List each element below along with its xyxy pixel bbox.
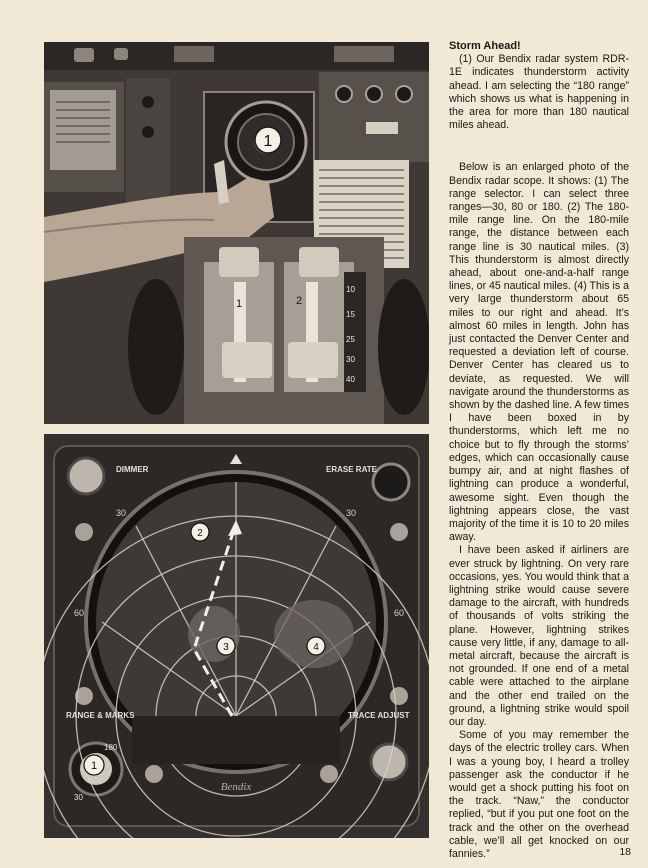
- callout-1-number: 1: [263, 133, 273, 150]
- radar-scope-illustration: [44, 434, 429, 838]
- radar-scope-photo: [44, 434, 429, 838]
- scope-angle-left-30: 30: [116, 508, 127, 518]
- cockpit-pedestal-photo: [44, 42, 429, 424]
- article-paragraph-1: (1) Our Bendix radar system RDR-1E indicates thunderstorm activity ahead. I am selecting the “180 range” which shows us what is happening in the area for more than 180 nautical miles ahead.: [449, 53, 629, 132]
- callout-3-number: 3: [223, 642, 229, 653]
- throttle-label-1: 1: [236, 298, 243, 310]
- article-paragraph-2: Below is an enlarged photo of the Bendix radar scope. It shows: (1) The range selector. I can select three ranges—30, 80 or 180. (2) The 180-mile range line. On the 180-mile range, the distance between each range line is 30 nautical miles. (3) This thunderstorm is almost directly ahead, about one-and-a-half range lines, or 45 nautical miles. (4) This is a very large thunderstorm about 65 miles to our right and ahead. It’s almost 60 miles in length. John has just contacted the Denver Center and requested a deviation left of course. Denver Center has cleared us to deviate, as requested. We will navigate around the thunderstorms as shown by the dashed line. A few times I have been boxed in by thunderstorms, which left me no choice but to fly through the storms’ edges, which can occasionally cause bumpy air, and at night flashes of lightning can produce a wonderful, awesome sight. Even though the lightning appears close, the vast majority of the time it is 10 to 20 miles away.: [449, 161, 629, 544]
- callout-4-number: 4: [313, 642, 319, 653]
- range-30-label: 30: [74, 793, 83, 802]
- cockpit-pedestal-illustration: [44, 42, 429, 424]
- article-heading: Storm Ahead!: [449, 40, 521, 52]
- dimmer-label: DIMMER: [116, 465, 149, 474]
- range-180-label: 180: [104, 743, 118, 752]
- callout-1-number: 1: [90, 760, 98, 772]
- flap-mark-40: 40: [346, 375, 355, 384]
- article-paragraph-3: I have been asked if airliners are ever struck by lightning. On very rare occasions, yes. You would think that a lightning strike would cause severe damage to the aircraft, with hundreds of thousands of volts striking the plane. However, lightning strikes cause very little, if any, damage to all-metal aircraft, because the aircraft is not grounded. If one end of a metal cable were attached to the airplane and the other end trailed on the ground, a lightning strike would spoil our day.: [449, 544, 629, 728]
- scope-angle-right-60: 60: [394, 608, 405, 618]
- callout-2-number: 2: [197, 528, 203, 539]
- callout-4: [307, 637, 325, 655]
- trace-adjust-label: TRACE ADJUST: [348, 711, 410, 720]
- flap-mark-25: 25: [346, 335, 355, 344]
- page-number: 18: [619, 846, 631, 858]
- article-paragraph-4: Some of you may remember the days of the electric trolley cars. When I was a young boy, I heard a trolley passenger ask the conductor if he would get a shock putting his foot on the track. “Naw,” the conductor replied, “but if you put one foot on the track and the other on the overhead cable, we’ll all get knocked on our fannies.”: [449, 729, 629, 860]
- range-marks-label: RANGE & MARKS: [66, 711, 135, 720]
- throttle-label-2: 2: [296, 295, 303, 307]
- flap-mark-10: 10: [346, 285, 355, 294]
- scope-angle-right-30: 30: [346, 508, 357, 518]
- callout-1: [84, 755, 104, 775]
- callout-2: [191, 523, 209, 541]
- bendix-logo-text: Bendix: [220, 781, 252, 793]
- erase-rate-label: ERASE RATE: [326, 465, 377, 474]
- callout-3: [217, 637, 235, 655]
- flap-mark-15: 15: [346, 310, 355, 319]
- flap-mark-30: 30: [346, 355, 355, 364]
- article-column: [449, 40, 629, 861]
- scope-angle-left-60: 60: [74, 608, 85, 618]
